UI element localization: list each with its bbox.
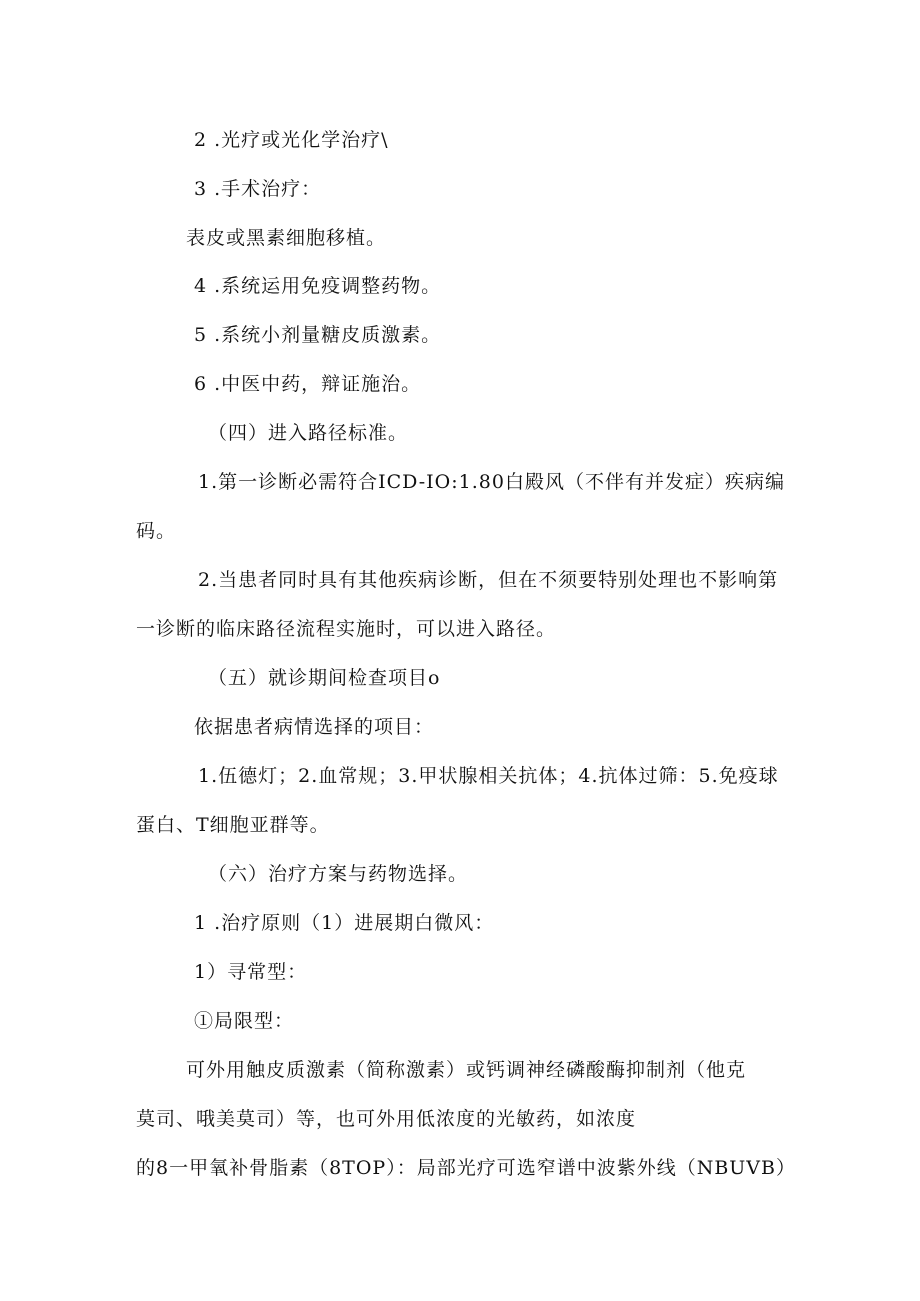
section-heading: （四）进入路径标准。 bbox=[208, 422, 409, 444]
text-line: 6 .中医中药，辩证施治。 bbox=[194, 373, 422, 395]
text-line: 蛋白、T细胞亚群等。 bbox=[136, 814, 330, 836]
text-line: 莫司、哦美莫司）等，也可外用低浓度的光敏药，如浓度 bbox=[136, 1108, 637, 1130]
text-line: 码。 bbox=[136, 520, 177, 542]
section-heading: （六）治疗方案与药物选择。 bbox=[208, 863, 469, 885]
text-line: 2.当患者同时具有其他疾病诊断，但在不须要特别处理也不影响第 bbox=[198, 569, 779, 591]
text-line: 的8一甲氧补骨脂素（8TOP）：局部光疗可选窄谱中波紫外线（NBUVB） bbox=[136, 1157, 796, 1179]
text-line: 依据患者病情选择的项目： bbox=[194, 716, 435, 738]
text-line: 5 .系统小剂量糖皮质激素。 bbox=[194, 324, 442, 346]
text-line: 表皮或黑素细胞移植。 bbox=[186, 227, 387, 249]
text-line: 1 .治疗原则（1）进展期白微风： bbox=[194, 912, 495, 934]
text-line: ①局限型： bbox=[194, 1010, 295, 1032]
text-line: 1.伍德灯；2.血常规；3.甲状腺相关抗体；4.抗体过筛：5.免疫球 bbox=[198, 765, 779, 787]
text-line: 2 .光疗或光化学治疗\ bbox=[194, 129, 389, 151]
section-heading: （五）就诊期间检查项目o bbox=[208, 667, 441, 689]
text-line: 4 .系统运用免疫调整药物。 bbox=[194, 275, 442, 297]
text-line: 可外用触皮质激素（简称激素）或钙调神经磷酸酶抑制剂（他克 bbox=[186, 1059, 747, 1081]
text-line: 1.第一诊断必需符合ICD-IO:1.80白殿风（不伴有并发症）疾病编 bbox=[198, 471, 785, 493]
text-line: 一诊断的临床路径流程实施时，可以进入路径。 bbox=[136, 618, 557, 640]
text-line: 1）寻常型： bbox=[194, 961, 308, 983]
text-line: 3 .手术治疗： bbox=[194, 178, 322, 200]
